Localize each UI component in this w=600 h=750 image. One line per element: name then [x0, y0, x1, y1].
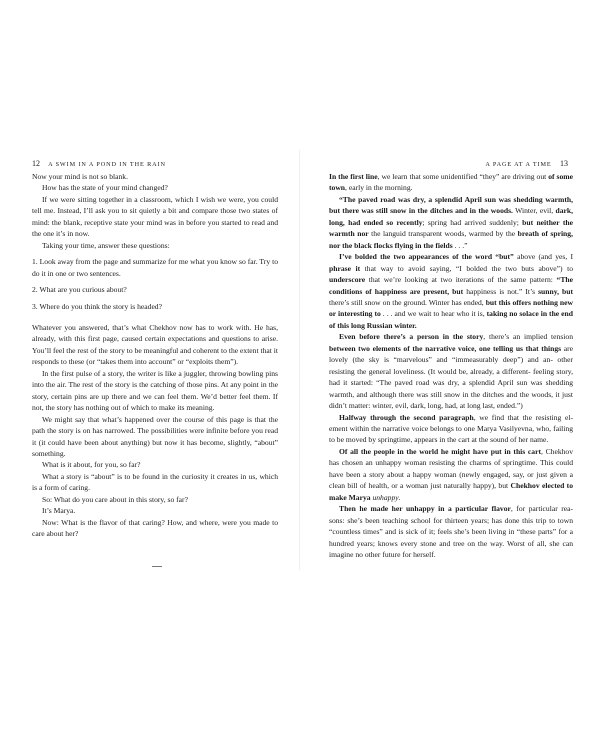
- bold-text: Even before there’s a person in the story: [339, 332, 484, 342]
- left-page-number: 12: [32, 159, 40, 168]
- paragraph: So: What do you care about in this story, so far?: [42, 494, 188, 504]
- paragraph: [329, 412, 573, 446]
- text-run: that we’re looking at two iterations of the same pattern:: [365, 275, 557, 285]
- text-run: . . . and we wait to hear who it is,: [380, 309, 487, 319]
- paragraph: How has the state of your mind changed?: [42, 183, 168, 193]
- bold-text: breath of spring, nor the black flocks flying in the fields: [329, 229, 573, 250]
- bold-text: Halfway through the second paragraph: [339, 412, 474, 422]
- paragraph: Now your mind is not so blank.: [32, 172, 128, 181]
- paragraph: It’s Marya.: [42, 506, 76, 516]
- paragraph: [329, 446, 573, 503]
- text-run: , there’s an implied tension: [483, 332, 573, 342]
- text-run: the languid transparent woods, warmed by the: [368, 229, 518, 239]
- text-run: , Chekhov has chosen an unhappy woman resisting the charms of springtime. This could have been a story about a happy woman (newly engaged, say, or just given a clean bill of health, or a woman just naturally happy), but: [329, 446, 574, 491]
- bold-text: Chekhov elected to make Marya: [329, 481, 573, 502]
- text-run: , we find that the resisting el- ement within the narrative voice belongs to one Marya Vasilyevna, who, failing to be moved by springtime, appears in the cart at the sound of her name.: [329, 412, 573, 445]
- paragraph: [329, 331, 573, 411]
- list-item: 3. Where do you think the story is headed?: [32, 301, 162, 311]
- bold-text: “The paved road was dry, a splendid April sun was shedding warmth, but there was still snow in the ditches and in the woods.: [329, 194, 573, 216]
- paragraph: [329, 251, 573, 331]
- paragraph: If we were sitting together in a classroom, which I wish we were, you could tell me. Instead, I’ll ask you to sit quietly a bit and compare those two states of mind: the blank, receptive state your mind was in before you started to read and the one it’s in now.: [32, 194, 278, 239]
- bold-text: Then he made her unhappy in a particular flavor: [339, 504, 511, 514]
- left-body-text: [32, 171, 278, 540]
- right-running-title: A PAGE AT A TIME: [485, 161, 552, 168]
- bold-text: phrase it: [329, 263, 361, 273]
- bold-text: underscore: [329, 275, 366, 285]
- list-item: 1. Look away from the page and summarize for me what you know so far. Try to do it in one or two sentences.: [32, 257, 278, 278]
- bold-text: I’ve bolded the two appearances of the word “but”: [339, 252, 514, 262]
- text-run: ; spring had arrived suddenly;: [422, 217, 523, 227]
- paragraph: Taking your time, answer these questions:: [42, 240, 170, 250]
- right-page-number: 13: [560, 159, 568, 168]
- quote-paragraph: [329, 194, 573, 251]
- text-run: that way to avoid saying, “I bolded the two buts above”) to: [360, 263, 573, 273]
- bold-text: In the first line: [329, 172, 378, 181]
- text-run: .: [398, 492, 401, 502]
- bold-text: between two elements of the narrative voice, one telling us that things: [329, 343, 562, 353]
- bold-text: dark, long, had ended so recently: [329, 206, 574, 227]
- bold-text: but this offers nothing new or interesting to: [329, 297, 573, 319]
- text-run: , we learn that some unidentified “they” are driving out: [377, 172, 549, 181]
- right-body-text: [329, 171, 573, 560]
- right-running-header: [485, 159, 568, 168]
- text-run: , for particular rea- sons: she’s been teaching school for thirteen years; has done this trip to town “countless times” and is sick of it; feels she’s been living in “these parts” for a hundred years; knows every stone and tree on the way. Worst of all, she can imagine no other future for herself.: [329, 504, 574, 559]
- text-run: above (and yes, I: [513, 252, 573, 262]
- paragraph: We might say that what’s happened over the course of this page is that the path the story is on has narrowed. The possibilities were infinite before you read it (it could have been about anything) but now it has become, slightly, “about” something.: [32, 414, 278, 458]
- paragraph: Now: What is the flavor of that caring? How, and where, were you made to care about her?: [32, 517, 278, 539]
- paragraph: [329, 171, 573, 194]
- list-item: 2. What are you curious about?: [32, 285, 127, 295]
- bold-text: Of all the people in the world he might have put in this cart: [339, 446, 541, 456]
- text-run: happiness is not.” It’s: [463, 286, 539, 296]
- page-end-mark: [152, 566, 162, 567]
- bold-text: taking no solace in the end of this long Russian winter.: [329, 309, 573, 330]
- text-run: . . .”: [452, 240, 468, 250]
- left-running-header: [32, 159, 166, 168]
- text-run: Winter, evil,: [512, 206, 556, 216]
- bold-text: of some town: [329, 172, 573, 193]
- paragraph: [329, 503, 573, 560]
- bold-text: but neither the warmth nor: [329, 217, 573, 239]
- paragraph: What a story is “about” is to be found in the curiosity it creates in us, which is a form of caring.: [32, 471, 278, 493]
- paragraph: What is it about, for you, so far?: [42, 460, 141, 470]
- italic-text: unhappy: [372, 492, 399, 502]
- left-running-title: A SWIM IN A POND IN THE RAIN: [48, 161, 166, 168]
- paragraph: Whatever you answered, that’s what Chekhov now has to work with. He has, already, with this first page, caused certain expectations and questions to arise. You’ll feel the rest of the story to be meaningful and coherent to the extent that it responds to these (or “takes them into account” or “exploits them”).: [32, 322, 278, 367]
- right-page: [300, 0, 600, 750]
- text-run: , early in the morning.: [345, 183, 413, 193]
- text-run: there’s still snow on the ground. Winter has ended,: [329, 297, 486, 307]
- bold-text: sunny, but: [538, 286, 573, 296]
- text-run: are lovely (the sky is “marvelous” and “immeasurably deep”) and an- other resisting the general loveliness. (It would be, already, a different- feeling story, had it started: “The paved road was dry, a splendid April sun was shedding warmth, and although there was still snow in the ditches and the woods, it just didn’t matter: winter, evil, dark, long, had, at long last, ended.”): [329, 343, 573, 411]
- bold-text: “The conditions of happiness are present, but: [329, 275, 573, 296]
- paragraph: In the first pulse of a story, the writer is like a juggler, throwing bowling pins into the air. The rest of the story is the catching of those pins. At any point in the story, certain pins are up there and we can feel them. We’d better feel them. If not, the story has nothing out of which to make its meaning.: [32, 368, 278, 413]
